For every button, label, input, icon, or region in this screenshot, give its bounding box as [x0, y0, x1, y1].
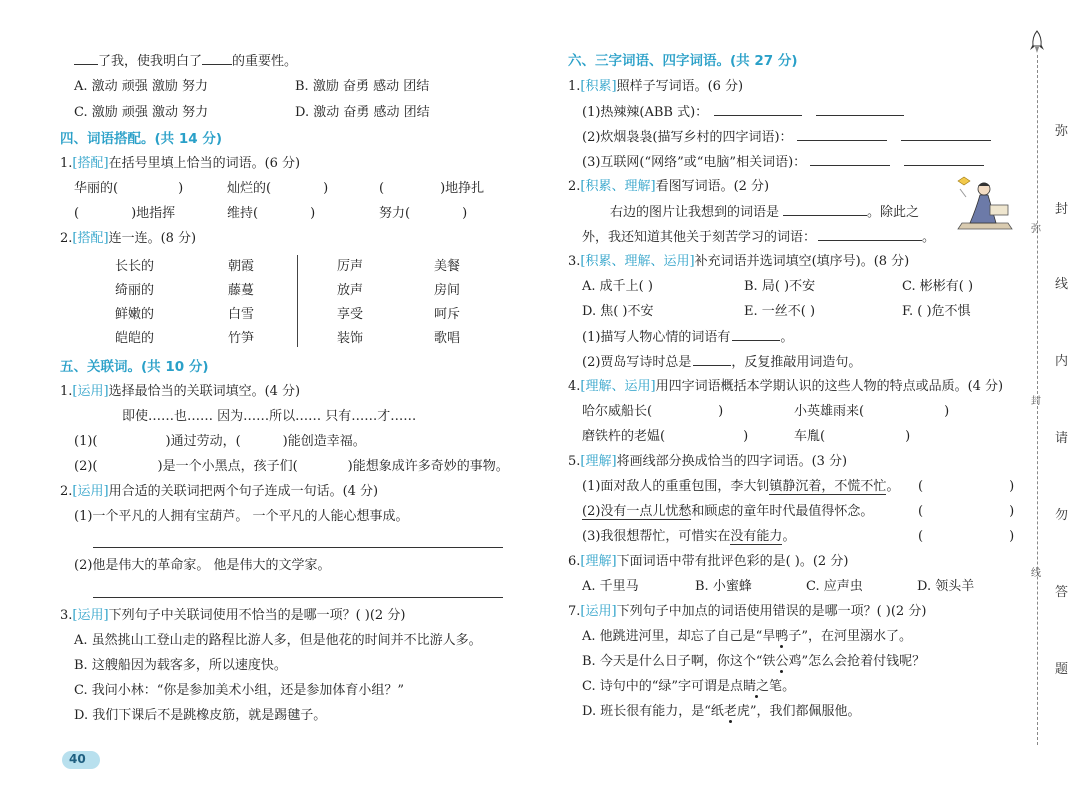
- question-6-4: 4.[理解、运用]用四字词语概括本学期认识的这些人物的特点或品质。(4 分): [568, 379, 1004, 394]
- sentence-item: (1)面对敌人的重重包围，李大钊镇静沉着，不慌不忙。: [582, 479, 900, 494]
- match-item[interactable]: 放声: [337, 283, 364, 298]
- option-a[interactable]: A. 虽然挑山工登山走的路程比游人多，但是他花的时间并不比游人多。: [74, 633, 482, 648]
- match-item[interactable]: 装饰: [337, 331, 364, 346]
- divider: [297, 255, 298, 347]
- question-5-3: 3.[运用]下列句子中关联词使用不恰当的是哪一项？( )(2 分): [60, 608, 406, 623]
- gutter-text: 答: [1055, 585, 1069, 600]
- gutter-text: 勿: [1055, 508, 1069, 523]
- answer-paren[interactable]: ( ): [918, 504, 1015, 519]
- question-5-2: 2.[运用]用合适的关联词把两个句子连成一句话。(4 分): [60, 484, 379, 499]
- sentence-item: (2)没有一点儿忧愁和顾虑的童年时代最值得怀念。: [582, 504, 874, 519]
- gutter-text: 请: [1055, 431, 1069, 446]
- word-option[interactable]: F. ( )危不惧: [902, 304, 971, 319]
- fill-line[interactable]: (1)热辣辣(ABB 式)：: [582, 103, 904, 122]
- rocket-icon: [1030, 30, 1044, 54]
- page-number-badge: 40: [62, 751, 100, 769]
- fill-item[interactable]: 灿烂的( ): [227, 181, 329, 196]
- option-c[interactable]: C. 我问小林：“你是参加美术小组，还是参加体育小组？”: [74, 683, 405, 698]
- conjunction-choices: 即使……也…… 因为……所以…… 只有……才……: [122, 409, 417, 424]
- section-6-title: 六、三字词语、四字词语。(共 27 分): [568, 53, 798, 69]
- match-item[interactable]: 呵斥: [434, 307, 461, 322]
- match-item[interactable]: 绮丽的: [115, 283, 155, 298]
- option-b[interactable]: B. 小蜜蜂: [695, 579, 752, 594]
- fill-line[interactable]: (2)贾岛写诗时总是 ，反复推敲用词造句。: [582, 355, 862, 370]
- scholar-study-illustration: [950, 175, 1020, 237]
- match-item[interactable]: 鲜嫩的: [115, 307, 155, 322]
- option-d[interactable]: D. 领头羊: [917, 579, 975, 594]
- fill-line[interactable]: (2)炊烟袅袅(描写乡村的四字词语)：: [582, 128, 991, 147]
- option-a[interactable]: A. 他跳进河里，却忘了自己是“旱鸭子”，在河里溺水了。: [582, 629, 912, 644]
- section-5-title: 五、关联词。(共 10 分): [60, 359, 209, 375]
- fill-item[interactable]: 哈尔威船长( ): [582, 404, 724, 419]
- fill-line[interactable]: (3)互联网(“网络”或“电脑”相关词语)：: [582, 153, 984, 172]
- fill-item[interactable]: 车胤( ): [794, 429, 911, 444]
- option-b[interactable]: B. 激励 奋勇 感动 团结: [295, 79, 430, 94]
- fill-sentence[interactable]: (2)( )是一个小黑点，孩子们( )能想象成许多奇妙的事物。: [74, 459, 509, 474]
- match-item[interactable]: 皑皑的: [115, 331, 155, 346]
- match-item[interactable]: 歌唱: [434, 331, 461, 346]
- gutter-text: 题: [1055, 662, 1069, 677]
- word-option[interactable]: D. 焦( )不安: [582, 304, 654, 319]
- fill-item[interactable]: 努力( ): [379, 206, 468, 221]
- option-a[interactable]: A. 千里马: [582, 579, 639, 594]
- answer-paren[interactable]: ( ): [918, 529, 1015, 544]
- option-d[interactable]: D. 班长很有能力，是“纸老虎”，我们都佩服他。: [582, 704, 861, 719]
- question-5-1: 1.[运用]选择最恰当的关联词填空。(4 分): [60, 384, 301, 399]
- fill-item[interactable]: 小英雄雨来( ): [794, 404, 950, 419]
- fill-line[interactable]: (1)描写人物心情的词语有 。: [582, 330, 794, 345]
- answer-line[interactable]: [93, 547, 503, 548]
- fill-item[interactable]: 华丽的( ): [74, 181, 184, 196]
- gutter-small-text: 弥: [1031, 224, 1041, 235]
- match-item[interactable]: 朝霞: [228, 259, 255, 274]
- question-6-6: 6.[理解]下面词语中带有批评色彩的是( )。(2 分): [568, 554, 849, 569]
- gutter-text: 线: [1055, 277, 1069, 292]
- question-6-3: 3.[积累、理解、运用]补充词语并选词填空(填序号)。(8 分): [568, 254, 910, 269]
- match-item[interactable]: 厉声: [337, 259, 364, 274]
- gutter-text: 封: [1055, 202, 1069, 217]
- match-item[interactable]: 享受: [337, 307, 364, 322]
- option-b[interactable]: B. 今天是什么日子啊，你这个“铁公鸡”怎么会抢着付钱呢？: [582, 654, 926, 669]
- option-c[interactable]: C. 激励 顽强 激动 努力: [74, 105, 209, 120]
- question-6-5: 5.[理解]将画线部分换成恰当的四字词语。(3 分): [568, 454, 848, 469]
- word-option[interactable]: C. 彬彬有( ): [902, 279, 974, 294]
- match-item[interactable]: 房间: [434, 283, 461, 298]
- question-4-1: 1.[搭配]在括号里填上恰当的词语。(6 分): [60, 156, 301, 171]
- word-option[interactable]: A. 成千上( ): [582, 279, 653, 294]
- fill-item[interactable]: 磨铁杵的老媪( ): [582, 429, 749, 444]
- fill-sentence[interactable]: (1)( )通过劳动，( )能创造幸福。: [74, 434, 366, 449]
- answer-line[interactable]: [93, 597, 503, 598]
- match-item[interactable]: 白雪: [228, 307, 255, 322]
- option-d[interactable]: D. 激动 奋勇 感动 团结: [295, 105, 430, 120]
- word-option[interactable]: E. 一丝不( ): [744, 304, 816, 319]
- sentence-pair: (2)他是伟大的革命家。 他是伟大的文学家。: [74, 558, 331, 573]
- fill-line[interactable]: 外，我还知道其他关于刻苦学习的词语： 。: [582, 230, 936, 245]
- question-stem-line: 了我，使我明白了 的重要性。: [74, 52, 297, 71]
- answer-blank[interactable]: [202, 52, 232, 65]
- gutter-small-text: 封: [1031, 396, 1041, 407]
- match-item[interactable]: 美餐: [434, 259, 461, 274]
- gutter-text: 内: [1055, 354, 1069, 369]
- question-6-7: 7.[运用]下列句子中加点的词语使用错误的是哪一项？( )(2 分): [568, 604, 927, 619]
- gutter-small-text: 线: [1031, 568, 1041, 579]
- option-d[interactable]: D. 我们下课后不是跳橡皮筋，就是踢毽子。: [74, 708, 327, 723]
- answer-paren[interactable]: ( ): [918, 479, 1015, 494]
- section-4-title: 四、词语搭配。(共 14 分): [60, 131, 223, 147]
- fill-item[interactable]: 维持( ): [227, 206, 316, 221]
- question-4-2: 2.[搭配]连一连。(8 分): [60, 231, 197, 246]
- match-item[interactable]: 藤蔓: [228, 283, 255, 298]
- fill-line[interactable]: 右边的图片让我想到的词语是 。除此之: [610, 205, 920, 220]
- option-c[interactable]: C. 应声虫: [806, 579, 863, 594]
- option-a[interactable]: A. 激动 顽强 激励 努力: [74, 79, 209, 94]
- sentence-pair: (1)一个平凡的人拥有宝葫芦。 一个平凡的人能心想事成。: [74, 509, 409, 524]
- option-b[interactable]: B. 这艘船因为载客多，所以速度快。: [74, 658, 287, 673]
- match-item[interactable]: 长长的: [115, 259, 155, 274]
- question-6-1: 1.[积累]照样子写词语。(6 分): [568, 79, 744, 94]
- question-6-2: 2.[积累、理解]看图写词语。(2 分): [568, 179, 770, 194]
- word-option[interactable]: B. 局( )不安: [744, 279, 816, 294]
- gutter-text: 弥: [1055, 124, 1069, 139]
- sentence-item: (3)我很想帮忙，可惜实在没有能力。: [582, 529, 796, 544]
- option-c[interactable]: C. 诗句中的“绿”字可谓是点睛之笔。: [582, 679, 796, 694]
- fill-item[interactable]: ( )地挣扎: [379, 181, 485, 196]
- answer-blank[interactable]: [74, 52, 98, 65]
- match-item[interactable]: 竹笋: [228, 331, 255, 346]
- fill-item[interactable]: ( )地指挥: [74, 206, 176, 221]
